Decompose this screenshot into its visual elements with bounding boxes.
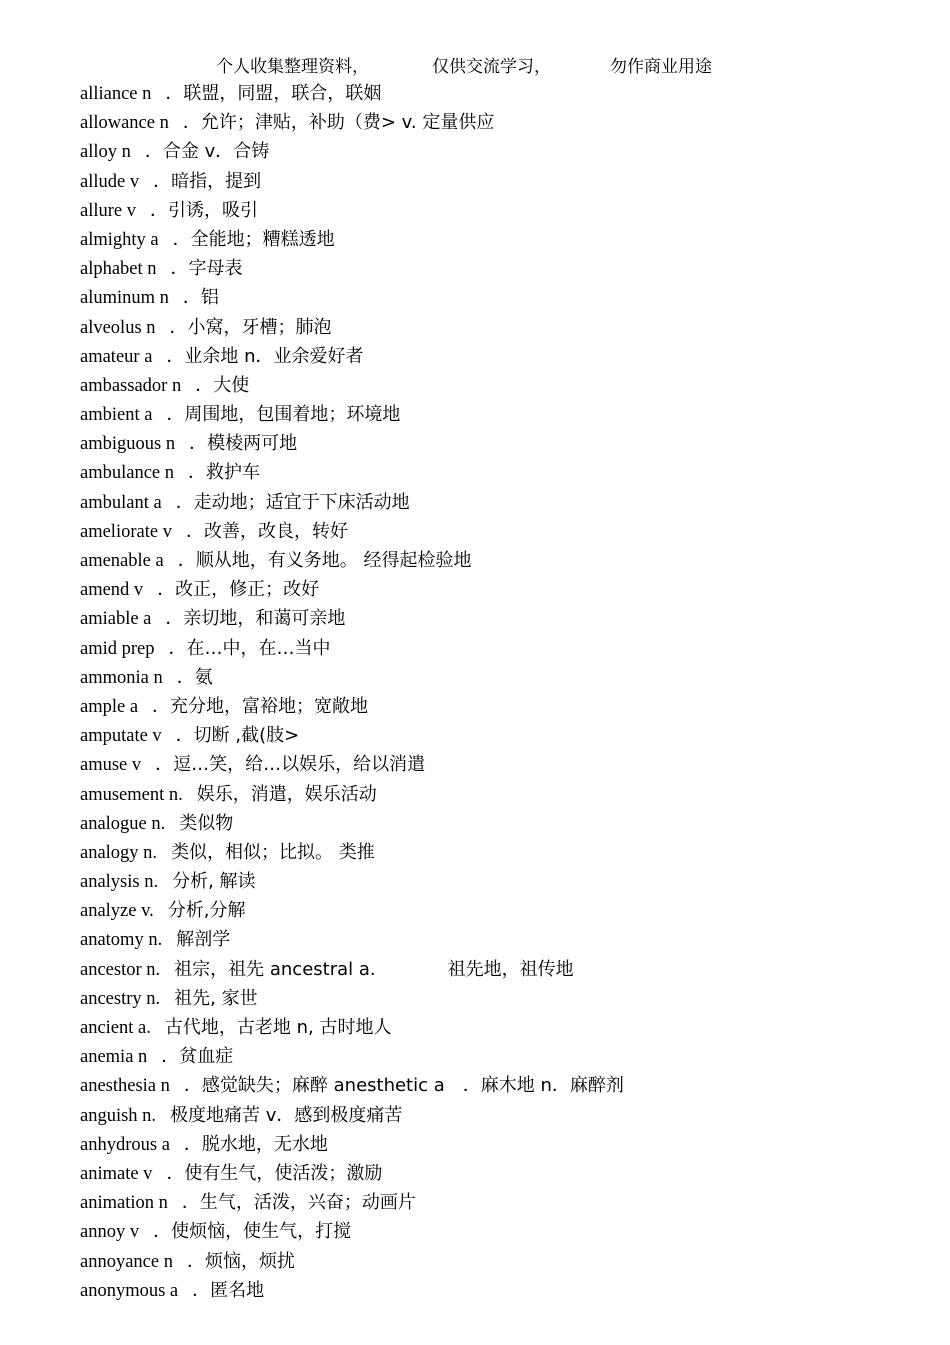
- entry-definition: ．允许；津贴，补助（费> v. 定量供应: [182, 112, 495, 134]
- vocabulary-entry: [80, 313, 940, 342]
- page-header: [0, 55, 950, 79]
- entry-word: ameliorate v: [80, 521, 172, 542]
- header-text-collected: 个人收集整理资料，: [216, 57, 369, 77]
- entry-word: analysis n.: [80, 872, 159, 893]
- entry-word: ambulant a: [80, 492, 162, 513]
- header-text-no-commercial: 勿作商业用途: [610, 57, 712, 77]
- vocabulary-entry: [80, 955, 940, 984]
- vocabulary-entry: [80, 429, 940, 458]
- entry-word: anesthesia n: [80, 1076, 170, 1097]
- entry-definition: 分析,分解: [167, 900, 246, 922]
- entry-definition: ．救护车: [188, 462, 260, 484]
- vocabulary-entry: [80, 517, 940, 546]
- entry-definition: ．顺从地，有义务地。 经得起检验地: [177, 550, 472, 571]
- vocabulary-entry: [80, 342, 940, 371]
- entry-definition: 祖宗，祖先 ancestral a. 祖先地，祖传地: [174, 958, 574, 980]
- entry-definition: ．亲切地，和蔼可亲地: [165, 608, 346, 630]
- vocabulary-entry: [80, 838, 940, 867]
- vocabulary-entry: [80, 196, 940, 225]
- vocabulary-entry: [80, 1247, 940, 1276]
- entry-word: alphabet n: [80, 259, 157, 280]
- entry-definition: ．烦恼，烦扰: [186, 1250, 295, 1272]
- entry-definition: ．走动地；适宜于下床活动地: [175, 491, 410, 513]
- entry-word: amenable a: [80, 551, 164, 571]
- vocabulary-entry: [80, 896, 940, 925]
- entry-definition: 古代地，古老地 n, 古时地人: [164, 1017, 392, 1038]
- entry-word: annoy v: [80, 1222, 140, 1243]
- vocabulary-entry: [80, 400, 940, 429]
- vocabulary-entry: [80, 634, 940, 663]
- entry-definition: ．暗指，提到: [153, 170, 262, 192]
- entry-word: animate v: [80, 1163, 153, 1184]
- vocabulary-entry: [80, 1159, 940, 1188]
- vocabulary-entry: [80, 721, 940, 750]
- entry-word: amuse v: [80, 755, 142, 776]
- entry-word: annoyance n: [80, 1251, 173, 1272]
- vocabulary-entry: [80, 1071, 940, 1100]
- entry-definition: ．引诱，吸引: [150, 199, 258, 221]
- entry-definition: ．周围地，包围着地；环境地: [166, 404, 401, 426]
- entry-definition: ．业余地 n．业余爱好者: [166, 345, 364, 367]
- entry-definition: ．字母表: [170, 258, 243, 280]
- entry-definition: ．生气，活泼，兴奋；动画片: [181, 1192, 416, 1214]
- entry-word: ambient a: [80, 405, 153, 426]
- vocabulary-list: [80, 79, 940, 1305]
- vocabulary-entry: [80, 780, 940, 809]
- entry-definition: ．在…中，在…当中: [168, 637, 331, 659]
- entry-word: animation n: [80, 1193, 168, 1214]
- entry-definition: ．改正，修正；改好: [157, 579, 320, 601]
- entry-word: amusement n.: [80, 784, 183, 805]
- entry-word: amiable a: [80, 609, 152, 630]
- vocabulary-entry: [80, 663, 940, 692]
- entry-definition: ．使有生气，使活泼；激励: [166, 1162, 383, 1184]
- vocabulary-entry: [80, 1276, 940, 1305]
- entry-definition: ．感觉缺失；麻醉 anesthetic a ．麻木地 n．麻醉剂: [183, 1075, 624, 1097]
- vocabulary-entry: [80, 750, 940, 779]
- entry-word: ancestor n.: [80, 959, 161, 980]
- vocabulary-entry: [80, 167, 940, 196]
- vocabulary-entry: [80, 458, 940, 487]
- entry-word: ambassador n: [80, 375, 182, 396]
- entry-word: allowance n: [80, 113, 169, 134]
- vocabulary-entry: [80, 604, 940, 633]
- entry-word: anatomy n.: [80, 930, 163, 951]
- entry-word: alliance n: [80, 84, 152, 104]
- entry-word: allude v: [80, 171, 140, 192]
- entry-definition: ．大使: [195, 374, 250, 396]
- entry-word: alloy n: [80, 142, 131, 163]
- vocabulary-entry: [80, 1217, 940, 1246]
- entry-word: alveolus n: [80, 317, 156, 338]
- entry-word: ancient a.: [80, 1018, 151, 1038]
- entry-definition: 祖先, 家世: [174, 987, 258, 1009]
- entry-word: ambiguous n: [80, 434, 176, 455]
- entry-word: amateur a: [80, 346, 153, 367]
- entry-word: anonymous a: [80, 1280, 179, 1301]
- vocabulary-entry: [80, 546, 940, 575]
- vocabulary-entry: [80, 1101, 940, 1130]
- entry-word: ample a: [80, 696, 139, 717]
- entry-definition: ．联盟，同盟，联合，联姻: [165, 83, 382, 104]
- entry-definition: ．全能地；糟糕透地: [172, 228, 335, 250]
- vocabulary-entry: [80, 254, 940, 283]
- entry-definition: ．充分地，富裕地；宽敞地: [152, 695, 369, 717]
- vocabulary-entry: [80, 283, 940, 312]
- vocabulary-entry: [80, 925, 940, 954]
- entry-word: ancestry n.: [80, 988, 161, 1009]
- vocabulary-entry: [80, 1042, 940, 1071]
- vocabulary-entry: [80, 488, 940, 517]
- vocabulary-entry: [80, 225, 940, 254]
- entry-definition: ．脱水地，无水地: [183, 1133, 328, 1155]
- entry-word: amputate v: [80, 726, 162, 747]
- vocabulary-entry: [80, 984, 940, 1013]
- entry-definition: ．改善，改良，转好: [185, 520, 348, 542]
- entry-definition: 娱乐，消遣，娱乐活动: [196, 783, 377, 805]
- entry-word: ammonia n: [80, 667, 163, 688]
- entry-definition: 类似物: [179, 812, 234, 834]
- vocabulary-entry: [80, 108, 940, 137]
- entry-definition: ．氨: [176, 666, 213, 688]
- entry-definition: 分析, 解读: [172, 871, 256, 893]
- entry-definition: 解剖学: [176, 929, 231, 951]
- entry-definition: ．铝: [182, 287, 219, 309]
- entry-definition: ．模棱两可地: [189, 433, 298, 455]
- vocabulary-entry: [80, 137, 940, 166]
- vocabulary-entry: [80, 371, 940, 400]
- vocabulary-entry: [80, 1013, 940, 1042]
- entry-word: analogy n.: [80, 842, 158, 863]
- entry-word: anguish n.: [80, 1105, 157, 1126]
- entry-definition: 类似，相似；比拟。 类推: [171, 841, 375, 863]
- entry-word: aluminum n: [80, 288, 169, 309]
- entry-word: ambulance n: [80, 463, 174, 484]
- header-text-study-only: 仅供交流学习，: [432, 57, 551, 77]
- entry-word: allure v: [80, 200, 136, 221]
- vocabulary-entry: [80, 575, 940, 604]
- entry-definition: ．贫血症: [161, 1046, 234, 1068]
- entry-definition: ．使烦恼，使生气，打搅: [153, 1221, 352, 1243]
- vocabulary-entry: [80, 79, 940, 108]
- vocabulary-entry: [80, 1130, 940, 1159]
- entry-word: almighty a: [80, 229, 159, 250]
- entry-word: anemia n: [80, 1047, 148, 1068]
- entry-word: analogue n.: [80, 813, 166, 834]
- vocabulary-entry: [80, 692, 940, 721]
- entry-word: amid prep: [80, 638, 155, 659]
- entry-definition: ．切断 ,截(肢>: [175, 725, 300, 747]
- entry-definition: ．合金 v．合铸: [144, 141, 270, 163]
- entry-definition: 极度地痛苦 v．感到极度痛苦: [170, 1104, 403, 1126]
- entry-word: analyze v.: [80, 901, 154, 922]
- entry-word: amend v: [80, 580, 144, 601]
- vocabulary-entry: [80, 1188, 940, 1217]
- vocabulary-entry: [80, 809, 940, 838]
- entry-word: anhydrous a: [80, 1134, 170, 1155]
- vocabulary-entry: [80, 867, 940, 896]
- entry-definition: ．小窝，牙槽；肺泡: [169, 316, 332, 338]
- entry-definition: ．匿名地: [192, 1279, 265, 1301]
- entry-definition: ．逗…笑，给…以娱乐，给以消遣: [155, 754, 426, 776]
